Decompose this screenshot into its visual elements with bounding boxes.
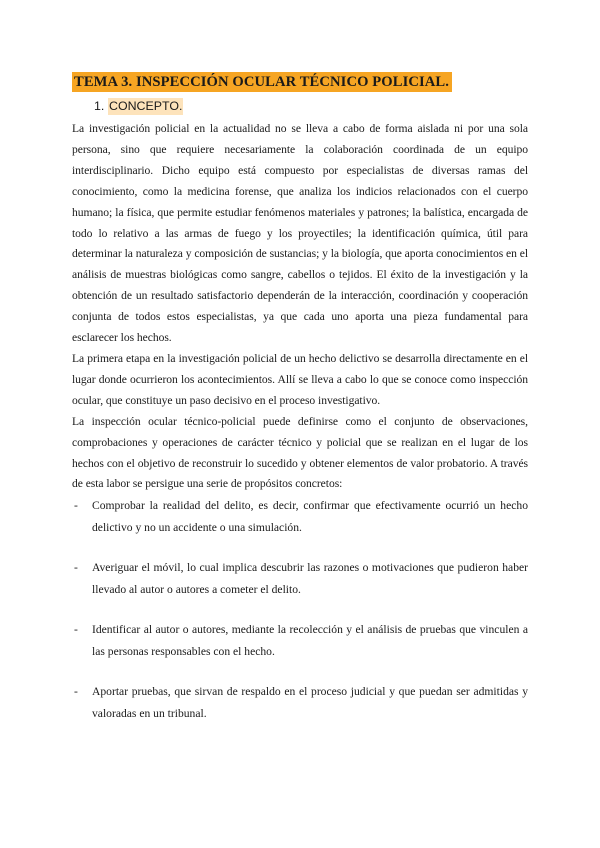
- list-item-text: Averiguar el móvil, lo cual implica descubrir las razones o motivaciones que pudieron haber llevado al autor o autores a cometer el delito.: [92, 561, 528, 596]
- list-item: [72, 495, 528, 538]
- purpose-list: [72, 495, 528, 724]
- document-page: [72, 72, 528, 743]
- section-heading: [94, 98, 528, 115]
- paragraph-first-stage: La primera etapa en la investigación policial de un hecho delictivo se desarrolla directamente en el lugar donde ocurrieron los acontecimientos. Allí se lleva a cabo lo que se conoce como inspección ocular, que constituye un paso decisivo en el proceso investigativo.: [72, 351, 528, 407]
- paragraph-intro: La investigación policial en la actualidad no se lleva a cabo de forma aislada ni por una sola persona, sino que requiere necesariamente la colaboración coordinada de un equipo interdisciplinario. Dicho equipo está compuesto por especialistas de diversas ramas del conocimiento, como la medicina forense, que analiza los indicios relacionados con el cuerpo humano; la física, que permite estudiar fenómenos materiales y patrones; la balística, encargada de todo lo relativo a las armas de fuego y los proyectiles; la identificación química, útil para determinar la naturaleza y composición de sustancias; y la biología, que aporta conocimientos en el análisis de muestras biológicas como sangre, cabellos o tejidos. El éxito de la investigación y la obtención de un resultado satisfactorio dependerán de la interacción, coordinación y cooperación conjunta de todos estos especialistas, ya que cada uno aporta una pieza fundamental para esclarecer los hechos.: [72, 122, 528, 345]
- list-item: [72, 681, 528, 724]
- list-item: [72, 619, 528, 662]
- list-item: [72, 557, 528, 600]
- document-title: TEMA 3. INSPECCIÓN OCULAR TÉCNICO POLICIAL.: [72, 72, 452, 92]
- list-item-text: Identificar al autor o autores, mediante la recolección y el análisis de pruebas que vinculen a las personas responsables con el hecho.: [92, 623, 528, 658]
- paragraph-definition: La inspección ocular técnico-policial puede definirse como el conjunto de observaciones, comprobaciones y operaciones de carácter técnico y policial que se realizan en el lugar de los hechos con el objetivo de reconstruir lo sucedido y obtener elementos de valor probatorio. A través de esta labor se persigue una serie de propósitos concretos:: [72, 414, 528, 491]
- section-label: CONCEPTO.: [109, 99, 183, 113]
- list-item-text: Aportar pruebas, que sirvan de respaldo en el proceso judicial y que puedan ser admitidas y valoradas en un tribunal.: [92, 685, 528, 720]
- list-item-text: Comprobar la realidad del delito, es decir, confirmar que efectivamente ocurrió un hecho delictivo y no un accidente o una simulación.: [92, 499, 528, 534]
- section-number: 1.: [94, 99, 105, 113]
